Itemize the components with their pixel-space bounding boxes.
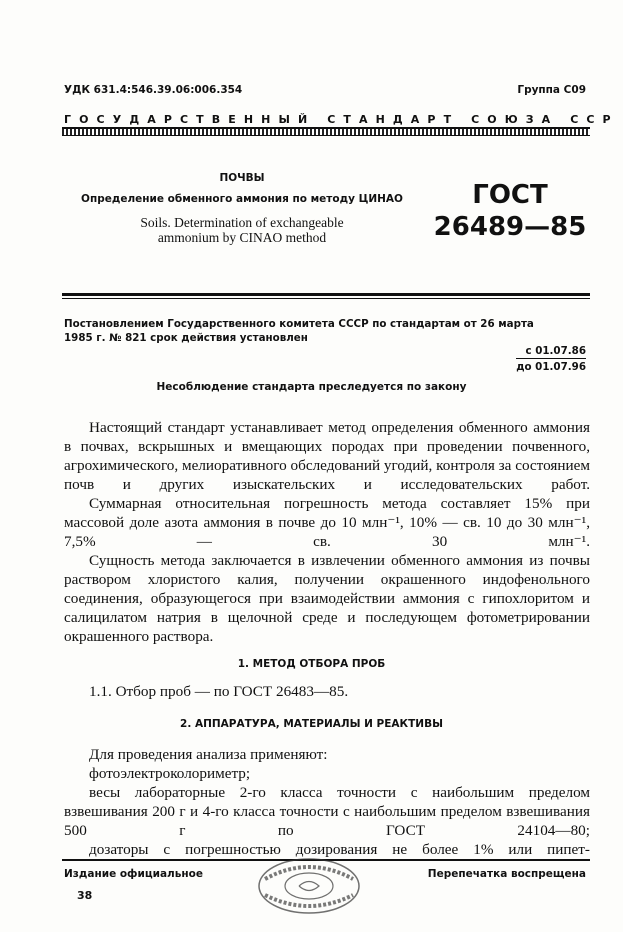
- group-code: Группа С09: [517, 84, 586, 96]
- section2-line3: весы лабораторные 2-го класса точности с наибольшим пределом взвешивания 200 г и 4-го класса точности с наибольшим пределом взвешивания 500 г по ГОСТ 24104—80;: [64, 784, 590, 839]
- title-subtitle: Определение обменного аммония по методу ЦИНАО: [81, 193, 403, 205]
- title-block: [62, 172, 422, 245]
- state-standard-banner: ГОСУДАРСТВЕННЫЙ СТАНДАРТ СОЮЗА ССР: [64, 113, 619, 126]
- decree-text: [64, 317, 534, 345]
- footer-reprint-prohibited: Перепечатка воспрещена: [427, 868, 586, 880]
- valid-to: до 01.07.96: [516, 358, 586, 374]
- valid-from: с 01.07.86: [525, 345, 586, 357]
- intro-paragraph-2: Суммарная относительная погрешность метода составляет 15% при массовой доле азота аммония в почве до 10 млн⁻¹, 10% — св. 10 до 30 млн⁻¹, 7,5% — св. 30 млн⁻¹.: [64, 495, 590, 550]
- section2-heading: 2. АППАРАТУРА, МАТЕРИАЛЫ И РЕАКТИВЫ: [180, 718, 443, 730]
- title-english-line1: Soils. Determination of exchangeable: [140, 215, 344, 230]
- udk-code: УДК 631.4:546.39.06:006.354: [64, 84, 243, 96]
- title-main: ПОЧВЫ: [219, 172, 265, 184]
- section1-item: 1.1. Отбор проб — по ГОСТ 26483—85.: [89, 683, 349, 700]
- section2-text: [64, 745, 590, 859]
- library-stamp-icon: [255, 855, 363, 917]
- header-hatched-rule: [62, 127, 590, 136]
- gost-designation: [430, 180, 590, 242]
- gost-number: 26489—85: [433, 212, 587, 242]
- intro-paragraph-1: Настоящий стандарт устанавливает метод определения обменного аммония в почвах, вскрышных и вмещающих породах при проведении почвенного, агрохимического, мелиоративного обследований угодий, контроля за состоянием почв и других изыскательских и исследовательских работ.: [64, 419, 590, 493]
- section2-line4: дозаторы с погрешностью дозирования не более 1% или пипет-: [89, 841, 590, 858]
- intro-paragraph-3: Сущность метода заключается в извлечении обменного аммония из почвы раствором хлористого калия, получении окрашенного индофенольного соединения, образующегося при взаимодействии аммония с гипохлоритом и салицилатом натрия в щелочной среде и последующем фотометрировании окрашенного раствора.: [64, 552, 590, 645]
- intro-text: [64, 418, 590, 646]
- decree-line1: Постановлением Государственного комитета СССР по стандартам от 26 марта: [64, 318, 534, 330]
- section2-line2: фотоэлектроколориметр;: [89, 765, 251, 782]
- decree-line2: 1985 г. № 821 срок действия установлен: [64, 332, 308, 344]
- title-divider-thick: [62, 293, 590, 296]
- law-notice: Несоблюдение стандарта преследуется по закону: [156, 381, 467, 393]
- title-divider-thin: [62, 298, 590, 299]
- section2-line1: Для проведения анализа применяют:: [89, 746, 328, 763]
- title-english: [62, 215, 422, 245]
- footer-official-edition: Издание официальное: [64, 868, 203, 880]
- title-english-line2: ammonium by CINAO method: [157, 230, 327, 245]
- section1-heading: 1. МЕТОД ОТБОРА ПРОБ: [237, 658, 386, 670]
- section1-text: [64, 682, 590, 701]
- gost-label: ГОСТ: [472, 180, 548, 210]
- validity-dates: [516, 344, 586, 374]
- page-number: 38: [77, 889, 93, 902]
